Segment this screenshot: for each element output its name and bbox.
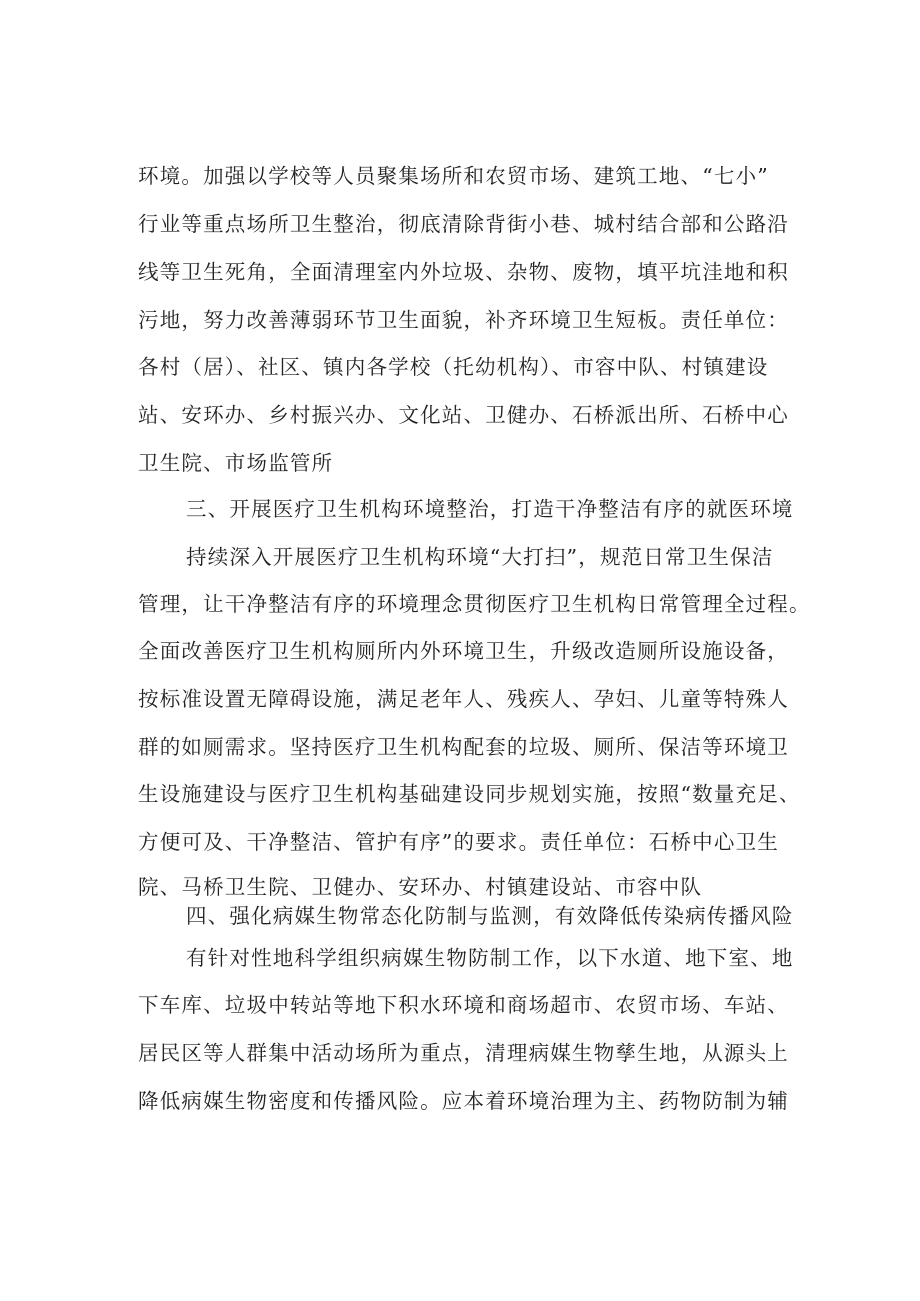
text-line: 全面改善医疗卫生机构厕所内外环境卫生，升级改造厕所设施设备，	[138, 639, 789, 663]
text-line: 持续深入开展医疗卫生机构环境“大打扫”，规范日常卫生保洁	[186, 545, 774, 569]
section-heading: 三、开展医疗卫生机构环境整治，打造干净整洁有序的就医环境	[186, 497, 794, 521]
text-line: 线等卫生死角，全面清理室内外垃圾、杂物、废物，填平坑洼地和积	[138, 260, 789, 284]
text-line: 各村（居）、社区、镇内各学校（托幼机构）、市容中队、村镇建设	[138, 355, 769, 379]
text-line: 站、安环办、乡村振兴办、文化站、卫健办、石桥派出所、石桥中心	[138, 403, 789, 427]
text-line: 污地，努力改善薄弱环节卫生面貌，补齐环境卫生短板。责任单位：	[138, 308, 789, 332]
text-line: 院、马桥卫生院、卫健办、安环办、村镇建设站、市容中队	[138, 875, 703, 899]
text-line: 按标准设置无障碍设施，满足老年人、残疾人、孕妇、儿童等特殊人	[138, 687, 789, 711]
text-line: 环境。加强以学校等人员聚集场所和农贸市场、建筑工地、“七小”	[138, 164, 769, 188]
text-line: 行业等重点场所卫生整治，彻底清除背街小巷、城村结合部和公路沿	[138, 212, 789, 236]
text-line: 居民区等人群集中活动场所为重点，清理病媒生物孳生地，从源头上	[138, 1041, 789, 1065]
section-heading: 四、强化病媒生物常态化防制与监测，有效降低传染病传播风险	[186, 904, 794, 928]
text-line: 生设施建设与医疗卫生机构基础建设同步规划实施，按照“数量充足、	[138, 782, 801, 806]
text-line: 卫生院、市场监管所	[138, 451, 334, 475]
text-line: 方便可及、干净整洁、管护有序”的要求。责任单位：石桥中心卫生	[138, 830, 779, 854]
text-line: 降低病媒生物密度和传播风险。应本着环境治理为主、药物防制为辅	[138, 1089, 789, 1113]
text-line: 下车库、垃圾中转站等地下积水环境和商场超市、农贸市场、车站、	[138, 993, 789, 1017]
text-line: 群的如厕需求。坚持医疗卫生机构配套的垃圾、厕所、保洁等环境卫	[138, 735, 789, 759]
text-line: 有针对性地科学组织病媒生物防制工作，以下水道、地下室、地	[186, 946, 794, 970]
text-line: 管理，让干净整洁有序的环境理念贯彻医疗卫生机构日常管理全过程。	[138, 592, 811, 616]
